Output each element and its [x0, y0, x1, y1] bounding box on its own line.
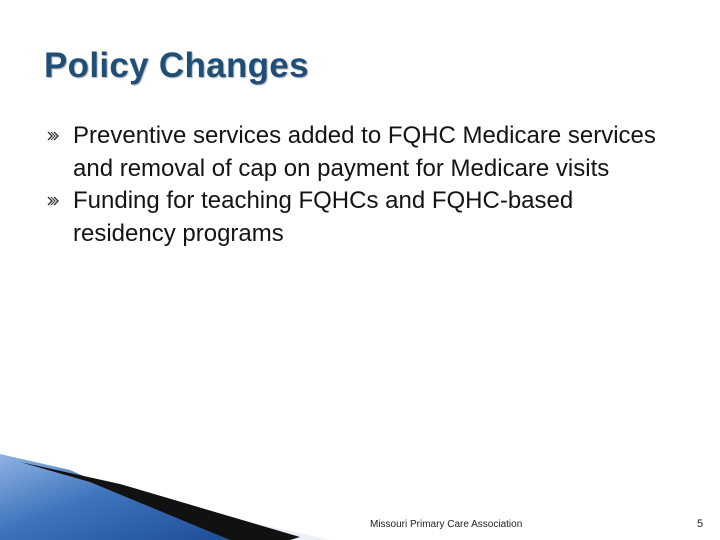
bullet-text: Preventive services added to FQHC Medicare services and removal of cap on payment for Medicare visits	[73, 122, 656, 182]
bullet-list	[46, 120, 666, 250]
footer-text: Missouri Primary Care Association	[370, 519, 523, 530]
blue-swoosh	[0, 454, 230, 540]
slide-title: Policy Changes	[44, 46, 309, 85]
ornate-bullet-icon	[47, 131, 61, 141]
page-number: 5	[697, 518, 704, 530]
ornate-bullet-icon	[47, 196, 61, 206]
bullet-item	[46, 120, 666, 185]
corner-swoosh-decoration	[0, 440, 720, 540]
bullet-item	[46, 185, 666, 250]
bullet-text: Funding for teaching FQHCs and FQHC-based residency programs	[73, 187, 574, 247]
